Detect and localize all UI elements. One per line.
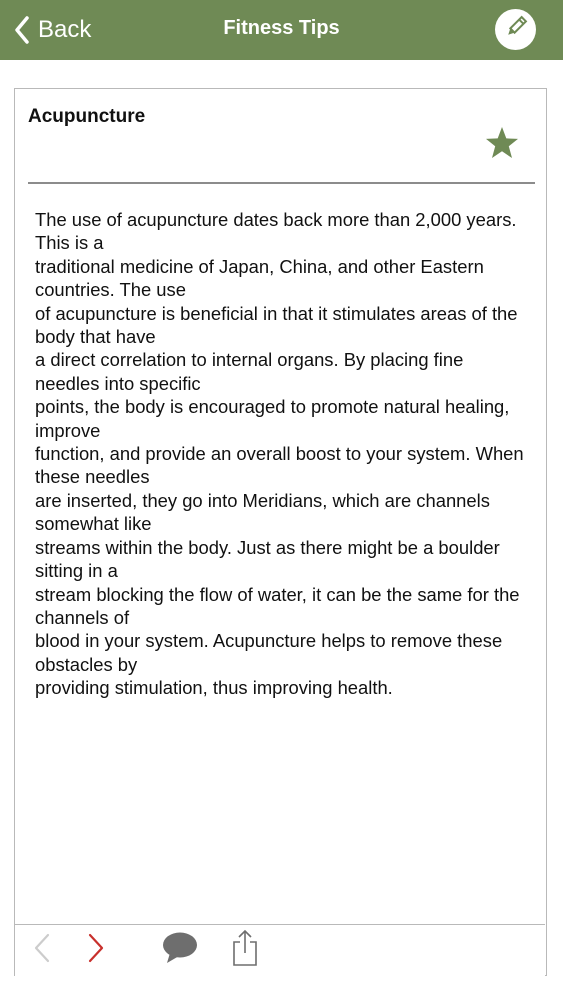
share-button[interactable] bbox=[227, 925, 263, 976]
chevron-left-icon bbox=[33, 933, 51, 968]
article-card bbox=[14, 88, 547, 976]
previous-button[interactable] bbox=[27, 925, 57, 976]
speech-bubble-icon bbox=[162, 931, 198, 970]
share-icon bbox=[230, 929, 260, 972]
back-label: Back bbox=[38, 16, 92, 43]
edit-button[interactable] bbox=[495, 9, 536, 50]
article-body: The use of acupuncture dates back more than 2,000 years. This is a traditional medicine of Japan, China, and other Eastern countries. The use of acupuncture is beneficial in that it stimulates areas of the body that have a direct correlation to internal organs. By placing fine needles into specific points, the body is encouraged to promote natural healing, improve function, and provide an overall boost to your system. When these needles are inserted, they go into Meridians, which are channels somewhat like streams within the body. Just as there might be a boulder sitting in a stream blocking the flow of water, it can be the same for the channels of blood in your system. Acupuncture helps to remove these obstacles by providing stimulation, thus improving health. bbox=[35, 209, 524, 699]
title-divider bbox=[28, 182, 535, 184]
comment-button[interactable] bbox=[160, 925, 200, 976]
star-icon bbox=[484, 148, 520, 165]
article-title: Acupuncture bbox=[28, 106, 146, 127]
navigation-bar bbox=[0, 0, 563, 60]
next-button[interactable] bbox=[81, 925, 111, 976]
bottom-toolbar bbox=[15, 924, 545, 976]
page-title: Fitness Tips bbox=[223, 17, 340, 39]
pencil-icon bbox=[504, 15, 528, 44]
chevron-right-icon bbox=[87, 933, 105, 968]
favorite-button[interactable] bbox=[484, 125, 520, 161]
